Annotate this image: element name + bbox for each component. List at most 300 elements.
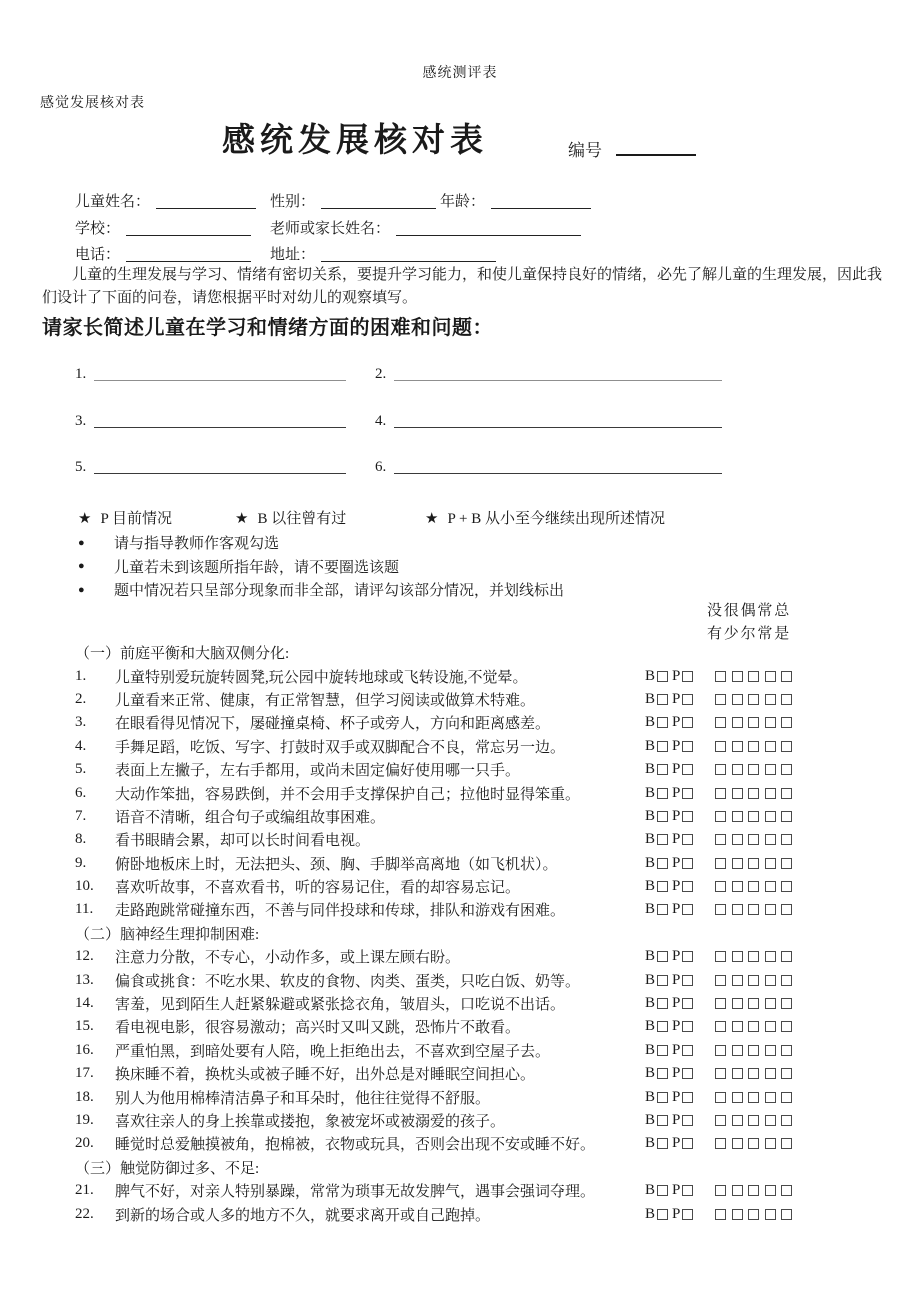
star-icon: ★: [78, 511, 92, 527]
rating-checkbox-4[interactable]: [765, 1115, 776, 1126]
rating-checkbox-1[interactable]: [715, 694, 726, 705]
rating-checkbox-5[interactable]: [781, 998, 792, 1009]
b-checkbox[interactable]: [657, 1068, 668, 1079]
item-text: 到新的场合或人多的地方不久，就要求离开或自己跑掉。: [115, 1207, 491, 1224]
item-number: 7.: [75, 807, 87, 824]
p-checkbox[interactable]: [682, 858, 693, 869]
rating-checkbox-2[interactable]: [732, 998, 743, 1009]
rating-checkbox-1[interactable]: [715, 1068, 726, 1079]
problem-blank-2-field[interactable]: [394, 366, 722, 381]
b-checkbox[interactable]: [657, 858, 668, 869]
rating-checkbox-2[interactable]: [732, 788, 743, 799]
rating-checkbox-3[interactable]: [748, 881, 759, 892]
problem-blank-number: 1.: [75, 366, 87, 382]
rating-checkbox-3[interactable]: [748, 858, 759, 869]
rating-checkbox-4[interactable]: [765, 788, 776, 799]
rating-checkbox-2[interactable]: [732, 1138, 743, 1149]
rating-checkbox-4[interactable]: [765, 904, 776, 915]
rating-checkbox-5[interactable]: [781, 951, 792, 962]
rating-checkbox-4[interactable]: [765, 975, 776, 986]
checklist-item: [75, 1132, 850, 1155]
p-label: P: [672, 807, 681, 824]
rating-checkbox-3[interactable]: [748, 1092, 759, 1103]
bullet-text: 题中情况若只呈部分现象而非全部，请评勾该部分情况，并划线标出: [114, 583, 565, 600]
p-checkbox[interactable]: [682, 975, 693, 986]
rating-checkbox-2[interactable]: [732, 1115, 743, 1126]
rating-checkbox-3[interactable]: [748, 1068, 759, 1079]
rating-checkbox-5[interactable]: [781, 881, 792, 892]
p-checkbox[interactable]: [682, 741, 693, 752]
rating-checkbox-4[interactable]: [765, 1045, 776, 1056]
p-checkbox[interactable]: [682, 998, 693, 1009]
item-number: 20.: [75, 1135, 94, 1152]
b-label: B: [645, 854, 656, 871]
rating-checkbox-4[interactable]: [765, 998, 776, 1009]
rating-checkbox-3[interactable]: [748, 1115, 759, 1126]
problem-blank-group-5: [75, 459, 346, 476]
item-number: 15.: [75, 1018, 94, 1035]
problem-blank-3-field[interactable]: [94, 413, 346, 428]
rating-checkbox-3[interactable]: [748, 811, 759, 822]
b-checkbox[interactable]: [657, 881, 668, 892]
rating-checkbox-2[interactable]: [732, 741, 743, 752]
rating-checkbox-5[interactable]: [781, 717, 792, 728]
problem-blank-number: 5.: [75, 459, 87, 475]
b-checkbox[interactable]: [657, 1115, 668, 1126]
rating-checkbox-4[interactable]: [765, 951, 776, 962]
rating-checkbox-5[interactable]: [781, 1209, 792, 1220]
p-label: P: [672, 761, 681, 778]
rating-checkbox-5[interactable]: [781, 1092, 792, 1103]
section-heading-3: （三）触觉防御过多、不足:: [75, 1160, 260, 1177]
rating-checkbox-4[interactable]: [765, 1185, 776, 1196]
phone-field[interactable]: [126, 246, 251, 262]
rating-checkbox-2[interactable]: [732, 904, 743, 915]
item-number: 14.: [75, 995, 94, 1012]
document-subheader: 感觉发展核对表: [40, 96, 145, 111]
rating-checkbox-4[interactable]: [765, 694, 776, 705]
rating-checkbox-3[interactable]: [748, 1209, 759, 1220]
p-checkbox[interactable]: [682, 1045, 693, 1056]
b-checkbox[interactable]: [657, 671, 668, 682]
b-checkbox[interactable]: [657, 788, 668, 799]
rating-checkbox-1[interactable]: [715, 858, 726, 869]
b-checkbox[interactable]: [657, 1209, 668, 1220]
p-checkbox[interactable]: [682, 904, 693, 915]
rating-checkbox-1[interactable]: [715, 834, 726, 845]
b-label: B: [645, 1088, 656, 1105]
b-checkbox[interactable]: [657, 717, 668, 728]
rating-checkbox-group: [715, 1092, 792, 1103]
legend-text: P + B 从小至今继续出现所述情况: [447, 511, 665, 527]
rating-checkbox-2[interactable]: [732, 1209, 743, 1220]
item-text: 注意力分散，不专心，小动作多，或上课左顾右盼。: [115, 950, 461, 967]
b-checkbox[interactable]: [657, 694, 668, 705]
item-number: 10.: [75, 878, 94, 895]
p-label: P: [672, 1041, 681, 1058]
rating-checkbox-group: [715, 998, 792, 1009]
item-number: 13.: [75, 971, 94, 988]
rating-checkbox-group: [715, 717, 792, 728]
intro-paragraph: 儿童的生理发展与学习、情绪有密切关系，要提升学习能力，和使儿童保持良好的情绪，必先了解儿童的生理发展，因此我们设计了下面的问卷，请您根据平时对幼儿的观察填写。: [42, 267, 883, 306]
p-label: P: [672, 1088, 681, 1105]
rating-checkbox-1[interactable]: [715, 1092, 726, 1103]
b-checkbox[interactable]: [657, 998, 668, 1009]
rating-checkbox-4[interactable]: [765, 1068, 776, 1079]
rating-checkbox-2[interactable]: [732, 764, 743, 775]
rating-checkbox-1[interactable]: [715, 717, 726, 728]
rating-checkbox-2[interactable]: [732, 1092, 743, 1103]
b-checkbox[interactable]: [657, 811, 668, 822]
problem-blank-6-field[interactable]: [394, 459, 722, 474]
rating-checkbox-4[interactable]: [765, 1021, 776, 1032]
rating-checkbox-1[interactable]: [715, 1021, 726, 1032]
rating-checkbox-2[interactable]: [732, 811, 743, 822]
rating-checkbox-1[interactable]: [715, 975, 726, 986]
bullet-icon: ●: [78, 583, 85, 596]
p-checkbox[interactable]: [682, 1068, 693, 1079]
p-label: P: [672, 1112, 681, 1128]
p-checkbox[interactable]: [682, 788, 693, 799]
rating-checkbox-4[interactable]: [765, 881, 776, 892]
b-label: B: [645, 714, 656, 731]
b-checkbox[interactable]: [657, 1092, 668, 1103]
problem-blank-number: 4.: [375, 412, 387, 429]
rating-checkbox-group: [715, 904, 792, 915]
p-label: P: [672, 667, 681, 684]
bp-checkbox-group: [645, 878, 715, 895]
rating-checkbox-1[interactable]: [715, 904, 726, 915]
child-name-field[interactable]: [156, 193, 256, 209]
rating-checkbox-1[interactable]: [715, 671, 726, 682]
rating-checkbox-group: [715, 834, 792, 845]
b-checkbox[interactable]: [657, 904, 668, 915]
star-icon: ★: [235, 511, 249, 527]
p-checkbox[interactable]: [682, 1209, 693, 1220]
rating-checkbox-5[interactable]: [781, 1115, 792, 1126]
rating-checkbox-3[interactable]: [748, 694, 759, 705]
b-label: B: [645, 948, 656, 965]
rating-checkbox-3[interactable]: [748, 975, 759, 986]
legend-item-1: [78, 507, 172, 528]
rating-checkbox-4[interactable]: [765, 811, 776, 822]
rating-checkbox-4[interactable]: [765, 858, 776, 869]
bp-checkbox-group: [645, 761, 715, 778]
serial-number-field[interactable]: [616, 137, 696, 156]
rating-checkbox-5[interactable]: [781, 1068, 792, 1079]
rating-checkbox-5[interactable]: [781, 975, 792, 986]
b-label: B: [645, 1135, 656, 1152]
item-number: 12.: [75, 948, 94, 965]
p-label: P: [672, 948, 681, 965]
rating-checkbox-3[interactable]: [748, 1045, 759, 1056]
item-text: 手舞足蹈，吃饭、写字、打鼓时双手或双脚配合不良，常忘另一边。: [115, 739, 566, 756]
rating-checkbox-group: [715, 1045, 792, 1056]
rating-checkbox-4[interactable]: [765, 834, 776, 845]
rating-checkbox-3[interactable]: [748, 1185, 759, 1196]
p-label: P: [672, 831, 681, 848]
item-text: 害羞，见到陌生人赶紧躲避或紧张捻衣角，皱眉头，口吃说不出话。: [115, 997, 566, 1014]
bp-checkbox-group: [645, 1089, 715, 1106]
blank-row: [75, 366, 865, 413]
item-number: 19.: [75, 1112, 94, 1128]
rating-checkbox-group: [715, 764, 792, 775]
rating-checkbox-5[interactable]: [781, 671, 792, 682]
rating-checkbox-group: [715, 1068, 792, 1079]
rating-checkbox-2[interactable]: [732, 951, 743, 962]
p-checkbox[interactable]: [682, 1185, 693, 1196]
school-group: [75, 217, 251, 238]
gender-field[interactable]: [321, 193, 436, 209]
teacher-parent-name-group: [270, 217, 581, 238]
rating-checkbox-3[interactable]: [748, 764, 759, 775]
rating-checkbox-4[interactable]: [765, 671, 776, 682]
p-checkbox[interactable]: [682, 1115, 693, 1126]
item-text: 在眼看得见情况下，屡碰撞桌椅、杯子或旁人，方向和距离感差。: [115, 716, 551, 733]
rating-checkbox-1[interactable]: [715, 1115, 726, 1126]
rating-checkbox-4[interactable]: [765, 741, 776, 752]
checklist-item: [75, 664, 850, 687]
p-checkbox[interactable]: [682, 1092, 693, 1103]
bp-checkbox-group: [645, 901, 715, 918]
phone-group: [75, 243, 251, 264]
item-number: 21.: [75, 1182, 94, 1199]
rating-checkbox-3[interactable]: [748, 1138, 759, 1149]
p-checkbox[interactable]: [682, 1138, 693, 1149]
rating-checkbox-5[interactable]: [781, 904, 792, 915]
info-row: [75, 217, 865, 244]
checklist-item: [75, 1039, 850, 1062]
child-name-label: 儿童姓名：: [75, 194, 151, 210]
bullet-icon: ●: [78, 560, 85, 573]
rating-checkbox-3[interactable]: [748, 717, 759, 728]
school-field[interactable]: [126, 220, 251, 236]
rating-checkbox-3[interactable]: [748, 904, 759, 915]
rating-checkbox-1[interactable]: [715, 951, 726, 962]
item-text: 偏食或挑食：不吃水果、软皮的食物、肉类、蛋类，只吃白饭、奶等。: [115, 973, 581, 990]
teacher-parent-name-field[interactable]: [396, 220, 581, 236]
rating-checkbox-5[interactable]: [781, 1021, 792, 1032]
checklist-item: [75, 1015, 850, 1038]
p-label: P: [672, 1205, 681, 1222]
age-group: [440, 190, 591, 211]
rating-checkbox-1[interactable]: [715, 764, 726, 775]
problem-blank-number: 6.: [375, 459, 387, 475]
rating-checkbox-2[interactable]: [732, 717, 743, 728]
problem-blank-4-field[interactable]: [394, 413, 722, 428]
bp-checkbox-group: [645, 785, 715, 802]
problem-blank-group-4: [375, 413, 722, 430]
item-number: 4.: [75, 737, 87, 754]
b-checkbox[interactable]: [657, 1021, 668, 1032]
rating-checkbox-2[interactable]: [732, 694, 743, 705]
b-checkbox[interactable]: [657, 1138, 668, 1149]
rating-checkbox-4[interactable]: [765, 717, 776, 728]
rating-checkbox-1[interactable]: [715, 1185, 726, 1196]
rating-checkbox-2[interactable]: [732, 834, 743, 845]
rating-checkbox-group: [715, 881, 792, 892]
rating-scale-line2: 有少尔常是: [707, 626, 792, 642]
rating-checkbox-5[interactable]: [781, 764, 792, 775]
parent-prompt-heading: 请家长简述儿童在学习和情绪方面的困难和问题：: [42, 317, 493, 339]
rating-checkbox-2[interactable]: [732, 1185, 743, 1196]
rating-checkbox-5[interactable]: [781, 694, 792, 705]
rating-checkbox-group: [715, 811, 792, 822]
rating-checkbox-3[interactable]: [748, 834, 759, 845]
b-label: B: [645, 878, 656, 895]
rating-checkbox-1[interactable]: [715, 741, 726, 752]
bp-checkbox-group: [645, 714, 715, 731]
section-heading-1: （一）前庭平衡和大脑双侧分化:: [75, 646, 290, 663]
rating-checkbox-4[interactable]: [765, 764, 776, 775]
rating-checkbox-5[interactable]: [781, 741, 792, 752]
item-text: 喜欢听故事，不喜欢看书，听的容易记住，看的却容易忘记。: [115, 880, 521, 897]
bp-checkbox-group: [645, 1018, 715, 1035]
age-field[interactable]: [491, 193, 591, 209]
problem-blank-number: 3.: [75, 412, 87, 429]
p-checkbox[interactable]: [682, 951, 693, 962]
teacher-parent-name-label: 老师或家长姓名：: [270, 220, 391, 237]
b-label: B: [645, 995, 656, 1012]
legend-text: P 目前情况: [100, 511, 172, 527]
item-text: 喜欢往亲人的身上挨靠或搂抱，象被宠坏或被溺爱的孩子。: [115, 1114, 506, 1130]
instruction-bullets: [78, 531, 564, 602]
gender-group: [270, 190, 436, 211]
rating-checkbox-2[interactable]: [732, 1068, 743, 1079]
checklist-item: [75, 781, 850, 804]
problem-blank-group-3: [75, 413, 346, 430]
checklist-item: [75, 711, 850, 734]
item-text: 看书眼睛会累，却可以长时间看电视。: [115, 833, 371, 850]
rating-checkbox-1[interactable]: [715, 998, 726, 1009]
item-text: 大动作笨拙，容易跌倒，并不会用手支撑保护自己；拉他时显得笨重。: [115, 786, 581, 803]
rating-checkbox-2[interactable]: [732, 1021, 743, 1032]
rating-checkbox-4[interactable]: [765, 1092, 776, 1103]
checklist-item: [75, 898, 850, 921]
serial-number-group: [568, 136, 696, 161]
rating-checkbox-5[interactable]: [781, 811, 792, 822]
legend-text: B 以往曾有过: [257, 511, 347, 527]
rating-checkbox-2[interactable]: [732, 671, 743, 682]
item-text: 儿童看来正常、健康，有正常智慧，但学习阅读或做算术特难。: [115, 692, 536, 709]
p-checkbox[interactable]: [682, 881, 693, 892]
checklist-item: [75, 992, 850, 1015]
b-checkbox[interactable]: [657, 1185, 668, 1196]
rating-checkbox-3[interactable]: [748, 951, 759, 962]
b-checkbox[interactable]: [657, 1045, 668, 1056]
rating-checkbox-group: [715, 951, 792, 962]
checklist-item: [75, 945, 850, 968]
item-text: 换床睡不着，换枕头或被子睡不好，出外总是对睡眠空间担心。: [115, 1067, 536, 1084]
rating-checkbox-2[interactable]: [732, 858, 743, 869]
bp-checkbox-group: [645, 1182, 715, 1199]
p-label: P: [672, 784, 681, 801]
b-label: B: [645, 690, 656, 707]
rating-checkbox-5[interactable]: [781, 788, 792, 799]
rating-checkbox-1[interactable]: [715, 1045, 726, 1056]
p-checkbox[interactable]: [682, 764, 693, 775]
rating-checkbox-3[interactable]: [748, 998, 759, 1009]
b-label: B: [645, 667, 656, 684]
checklist-item: [75, 875, 850, 898]
item-number: 8.: [75, 831, 87, 848]
bp-checkbox-group: [645, 1042, 715, 1059]
checklist-item: [75, 758, 850, 781]
item-number: 6.: [75, 784, 87, 801]
rating-checkbox-4[interactable]: [765, 1138, 776, 1149]
rating-checkbox-3[interactable]: [748, 788, 759, 799]
p-checkbox[interactable]: [682, 671, 693, 682]
b-checkbox[interactable]: [657, 834, 668, 845]
rating-checkbox-1[interactable]: [715, 788, 726, 799]
bp-checkbox-group: [645, 855, 715, 872]
problem-blanks: [75, 366, 865, 506]
rating-checkbox-5[interactable]: [781, 834, 792, 845]
problem-blank-group-6: [375, 459, 722, 476]
bullet-row: [78, 531, 564, 555]
checklist-item: [75, 1202, 850, 1225]
rating-checkbox-2[interactable]: [732, 1045, 743, 1056]
p-checkbox[interactable]: [682, 811, 693, 822]
rating-checkbox-group: [715, 1185, 792, 1196]
school-label: 学校：: [75, 220, 121, 237]
rating-checkbox-2[interactable]: [732, 881, 743, 892]
bp-checkbox-group: [645, 691, 715, 708]
item-number: 5.: [75, 761, 87, 778]
p-checkbox[interactable]: [682, 694, 693, 705]
rating-checkbox-1[interactable]: [715, 1209, 726, 1220]
checklist: [75, 641, 850, 1226]
rating-checkbox-group: [715, 975, 792, 986]
rating-checkbox-3[interactable]: [748, 671, 759, 682]
checklist-item: [75, 1179, 850, 1202]
p-checkbox[interactable]: [682, 834, 693, 845]
rating-checkbox-4[interactable]: [765, 1209, 776, 1220]
rating-checkbox-group: [715, 1021, 792, 1032]
p-checkbox[interactable]: [682, 717, 693, 728]
b-label: B: [645, 901, 656, 918]
b-checkbox[interactable]: [657, 951, 668, 962]
rating-checkbox-1[interactable]: [715, 881, 726, 892]
address-group: [270, 243, 496, 264]
rating-checkbox-1[interactable]: [715, 1138, 726, 1149]
rating-checkbox-3[interactable]: [748, 741, 759, 752]
blank-row: [75, 413, 865, 460]
b-checkbox[interactable]: [657, 975, 668, 986]
rating-checkbox-5[interactable]: [781, 1045, 792, 1056]
rating-checkbox-1[interactable]: [715, 811, 726, 822]
p-label: P: [672, 995, 681, 1012]
address-field[interactable]: [321, 246, 496, 262]
rating-checkbox-2[interactable]: [732, 975, 743, 986]
b-label: B: [645, 784, 656, 801]
rating-checkbox-5[interactable]: [781, 1185, 792, 1196]
rating-checkbox-5[interactable]: [781, 1138, 792, 1149]
p-checkbox[interactable]: [682, 1021, 693, 1032]
b-checkbox[interactable]: [657, 741, 668, 752]
rating-scale-line1: 没很偶常总: [707, 603, 792, 619]
item-number: 17.: [75, 1065, 94, 1082]
rating-checkbox-3[interactable]: [748, 1021, 759, 1032]
rating-checkbox-5[interactable]: [781, 858, 792, 869]
checklist-item: [75, 1085, 850, 1108]
b-checkbox[interactable]: [657, 764, 668, 775]
problem-blank-5-field[interactable]: [94, 459, 346, 474]
problem-blank-1-field[interactable]: [94, 366, 346, 381]
b-label: B: [645, 971, 656, 988]
rating-checkbox-group: [715, 671, 792, 682]
bullet-row: [78, 555, 564, 579]
